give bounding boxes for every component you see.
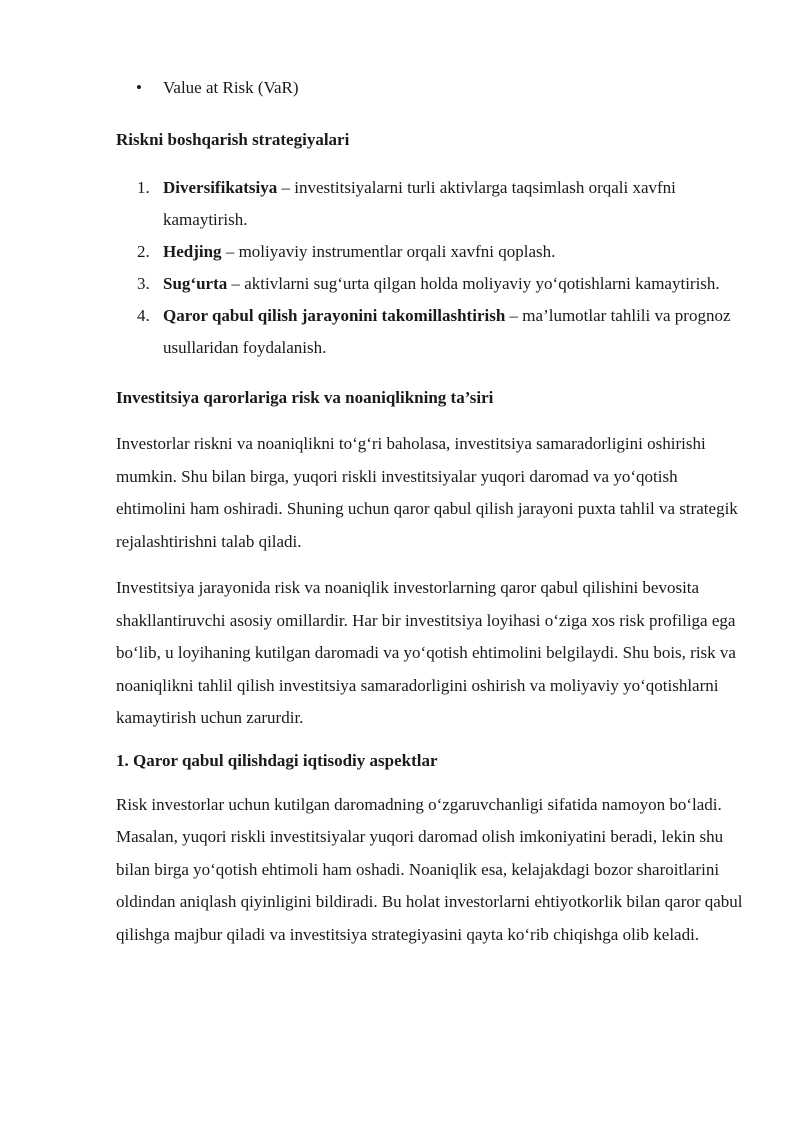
- strategy-term: Sug‘urta: [163, 274, 228, 293]
- strategy-desc: – moliyaviy instrumentlar orqali xavfni qoplash.: [221, 242, 556, 261]
- paragraph-2: Investitsiya jarayonida risk va noaniqlik investorlarning qaror qabul qilishini bevosita shakllantiruvchi asosiy omillardir. Har bir investitsiya loyihasi o‘ziga xos risk profiliga ega bo‘lib, u loyihaning kutilgan daromadi va yo‘qotish ehtimolini belgilaydi. Shu bois, risk va noaniqlikni tahlil qilish investitsiya samaradorligini oshirish va moliyaviy yo‘qotishlarni kamaytirish uchun zarurdir.: [116, 578, 736, 727]
- strategy-text: [163, 268, 720, 300]
- strategy-item: [116, 300, 748, 364]
- bullet-item-var: [136, 76, 748, 100]
- strategy-item: [116, 236, 748, 268]
- strategy-desc: – investitsiyalarni turli aktivlarga taqsimlash orqali xavfni kamaytirish.: [163, 178, 676, 229]
- strategy-item: [116, 172, 748, 236]
- strategy-list: [116, 172, 748, 364]
- heading-risk-strategies: Riskni boshqarish strategiyalari: [116, 130, 350, 149]
- heading-economic-aspects: 1. Qaror qabul qilishdagi iqtisodiy aspektlar: [116, 750, 438, 770]
- strategy-term: Hedjing: [163, 242, 222, 261]
- strategy-term: Qaror qabul qilish jarayonini takomillashtirish: [163, 306, 506, 325]
- strategy-number: 4.: [137, 306, 150, 325]
- strategy-term: Diversifikatsiya: [163, 178, 278, 197]
- strategy-text: [163, 300, 748, 364]
- strategy-text: [163, 172, 748, 236]
- bullet-marker: •: [136, 78, 142, 97]
- strategy-desc: – aktivlarni sug‘urta qilgan holda moliyaviy yo‘qotishlarni kamaytirish.: [227, 274, 720, 293]
- strategy-number: 3.: [137, 274, 150, 293]
- strategy-number: 2.: [137, 242, 150, 261]
- paragraph-3: Risk investorlar uchun kutilgan daromadning o‘zgaruvchanligi sifatida namoyon bo‘ladi. Masalan, yuqori riskli investitsiyalar yuqori daromad olish imkoniyatini beradi, lekin shu bilan birga yo‘qotish ehtimoli ham oshadi. Noaniqlik esa, kelajakdagi bozor sharoitlarini oldindan aniqlash qiyinligini bildiradi. Bu holat investorlarni ehtiyotkorlik bilan qaror qabul qilishga majbur qiladi va investitsiya strategiyasini qayta ko‘rib chiqishga olib keladi.: [116, 794, 743, 944]
- bullet-text: Value at Risk (VaR): [163, 78, 299, 97]
- heading-investment-influence: Investitsiya qarorlariga risk va noaniqlikning ta’siri: [116, 388, 494, 407]
- strategy-text: [163, 236, 555, 268]
- page-content: [116, 76, 748, 951]
- strategy-desc: – ma’lumotlar tahlili va prognoz usullaridan foydalanish.: [163, 306, 731, 357]
- strategy-item: [116, 268, 748, 300]
- strategy-number: 1.: [137, 178, 150, 197]
- paragraph-1: Investorlar riskni va noaniqlikni to‘g‘ri baholasa, investitsiya samaradorligini oshirishi mumkin. Shu bilan birga, yuqori riskli investitsiyalar yuqori daromad va yo‘qotish ehtimolini ham oshiradi. Shuning uchun qaror qabul qilish jarayoni puxta tahlil va strategik rejalashtirishni talab qiladi.: [116, 434, 738, 551]
